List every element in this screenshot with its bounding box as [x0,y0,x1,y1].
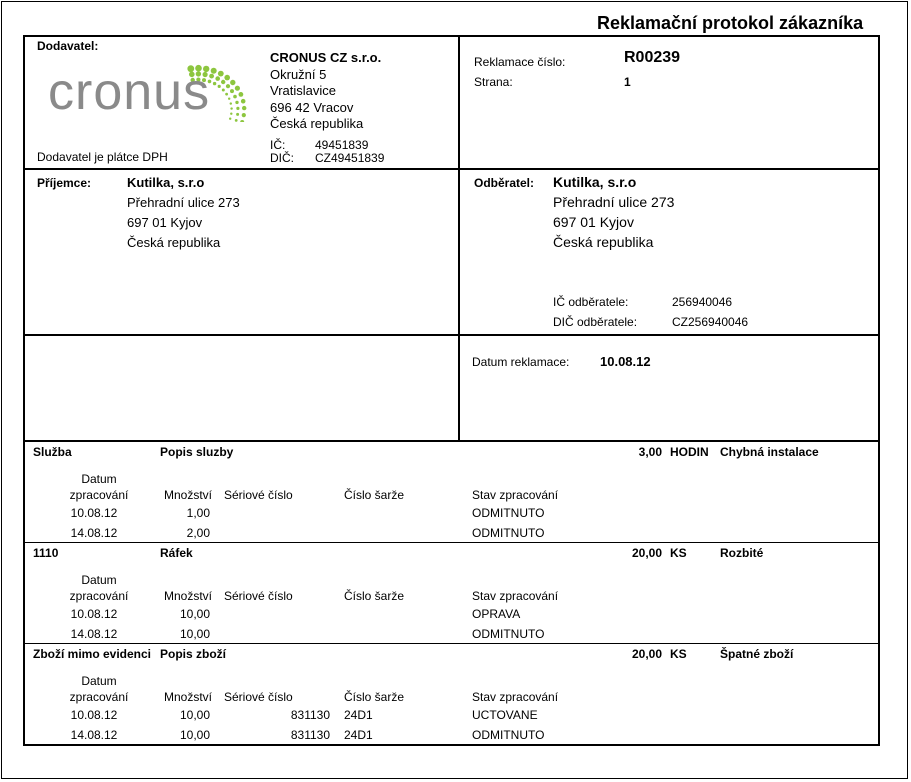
column-header-date: zpracování [69,690,129,704]
items-left-line [23,440,25,746]
customer-ic-label: IČ odběratele: [553,295,629,309]
row-date: 14.08.12 [70,627,118,641]
supplier-dic-label: DIČ: [270,151,294,165]
logo-dot [230,89,234,93]
column-header-quantity: Množství [164,589,213,603]
logo-dot [211,68,217,74]
row-quantity: 10,00 [179,627,210,641]
column-header-batch: Číslo šarže [344,690,405,704]
logo-dot [242,106,246,110]
logo-dot [221,80,225,84]
section-description: Ráfek [160,546,193,560]
supplier-address-1: Okružní 5 [270,67,327,82]
page-title: Reklamační protokol zákazníka [597,13,864,33]
section-code: 1110 [33,546,59,560]
customer-dic: CZ256940046 [672,315,749,329]
section-unit: KS [670,647,687,661]
section-description: Popis zboží [160,647,226,661]
claim-number-label: Reklamace číslo: [474,55,566,69]
cronus-logo-text: cronus [48,63,211,121]
row-quantity: 10,00 [179,728,210,742]
column-header-date: zpracování [69,589,129,603]
recipient-address-2: 697 01 Kyjov [127,215,203,230]
supplier-vat-note: Dodavatel je plátce DPH [37,150,168,164]
items-bottom-line [23,744,879,746]
logo-dot [218,71,224,77]
row-quantity: 1,00 [186,506,210,520]
logo-dot [228,98,230,100]
row-batch: 24D1 [344,708,373,722]
row-date: 10.08.12 [70,506,118,520]
logo-dot [218,85,221,88]
section-code: Zboží mimo evidenci [33,647,152,661]
section-quantity: 3,00 [638,445,662,459]
supplier-address-3: 696 42 Vracov [270,100,354,115]
row-date: 14.08.12 [70,728,118,742]
supplier-dic: CZ49451839 [315,151,385,165]
row-status: ODMITNUTO [472,506,545,520]
column-header-quantity: Množství [164,690,213,704]
claim-date-label: Datum reklamace: [472,355,570,369]
section-unit: KS [670,546,687,560]
column-header-date: Datum [81,472,117,486]
header-box-middle [458,35,460,441]
logo-dot [229,118,231,120]
logo-dot [235,119,238,122]
section-divider-2 [23,643,879,644]
row-quantity: 10,00 [179,708,210,722]
section-reason: Rozbité [720,546,764,560]
logo-dot [224,75,230,81]
recipient-address-1: Přehradní ulice 273 [127,195,240,210]
section-description: Popis sluzby [160,445,234,459]
logo-dot [222,89,225,92]
customer-address-1: Přehradní ulice 273 [553,194,675,210]
supplier-ic-label: IČ: [270,138,286,152]
logo-dot [239,92,244,97]
logo-dot [236,107,239,110]
supplier-address-4: Česká republika [270,116,364,131]
header-box-bottom [23,440,879,442]
logo-dot [230,107,232,109]
column-header-status: Stav zpracování [472,488,559,502]
header-divider-2 [23,334,879,336]
logo-dot [215,76,220,81]
recipient-address-3: Česká republika [127,235,221,250]
claim-date: 10.08.12 [600,354,651,369]
cronus-logo [48,52,258,122]
claim-page: 1 [624,75,631,89]
supplier-address-2: Vratislavice [270,83,336,98]
recipient-name: Kutilka, s.r.o [127,175,205,190]
logo-dot [226,84,230,88]
row-batch: 24D1 [344,728,373,742]
column-header-status: Stav zpracování [472,690,559,704]
header-box-top [23,35,879,37]
row-quantity: 10,00 [179,607,210,621]
customer-heading: Odběratel: [474,176,535,190]
row-date: 14.08.12 [70,526,118,540]
column-header-serial: Sériové číslo [224,690,293,704]
items-right-line [878,440,880,746]
section-code: Služba [33,445,72,459]
logo-dot [225,93,228,96]
header-box-right [878,35,880,441]
logo-dot [230,80,235,85]
logo-dot [242,113,246,117]
row-serial: 831130 [290,728,330,742]
supplier-ic: 49451839 [315,138,369,152]
logo-dot [236,113,239,116]
row-quantity: 2,00 [186,526,210,540]
recipient-heading: Příjemce: [37,176,92,190]
header-box-left [23,35,25,441]
logo-dot [235,86,240,91]
section-reason: Špatné zboží [720,647,794,661]
row-status: ODMITNUTO [472,728,545,742]
column-header-quantity: Množství [164,488,213,502]
column-header-status: Stav zpracování [472,589,559,603]
header-divider-1 [23,168,879,170]
customer-address-3: Česká republika [553,234,654,250]
logo-dot [230,113,232,115]
logo-dot [241,99,246,104]
logo-dot [235,101,238,104]
section-quantity: 20,00 [631,647,662,661]
customer-address-2: 697 01 Kyjov [553,214,634,230]
row-date: 10.08.12 [70,708,118,722]
section-quantity: 20,00 [631,546,662,560]
logo-dot [230,102,232,104]
section-unit: HODIN [670,445,709,459]
claim-page-label: Strana: [474,75,513,89]
supplier-name: CRONUS CZ s.r.o. [270,50,382,65]
row-serial: 831130 [290,708,330,722]
claim-number: R00239 [624,49,681,66]
customer-name: Kutilka, s.r.o [553,174,637,190]
column-header-batch: Číslo šarže [344,488,405,502]
logo-dot [240,120,244,122]
customer-ic: 256940046 [672,295,733,309]
customer-dic-label: DIČ odběratele: [553,315,638,329]
supplier-heading: Dodavatel: [37,39,99,53]
column-header-serial: Sériové číslo [224,488,293,502]
row-status: ODMITNUTO [472,526,545,540]
column-header-date: zpracování [69,488,129,502]
row-status: ODMITNUTO [472,627,545,641]
column-header-batch: Číslo šarže [344,589,405,603]
column-header-serial: Sériové číslo [224,589,293,603]
column-header-date: Datum [81,674,117,688]
section-reason: Chybná instalace [720,445,819,459]
logo-dot [233,95,237,99]
column-header-date: Datum [81,573,117,587]
row-date: 10.08.12 [70,607,118,621]
row-status: UCTOVANE [472,708,538,722]
row-status: OPRAVA [472,607,521,621]
logo-dot [213,82,216,85]
section-divider-1 [23,542,879,543]
